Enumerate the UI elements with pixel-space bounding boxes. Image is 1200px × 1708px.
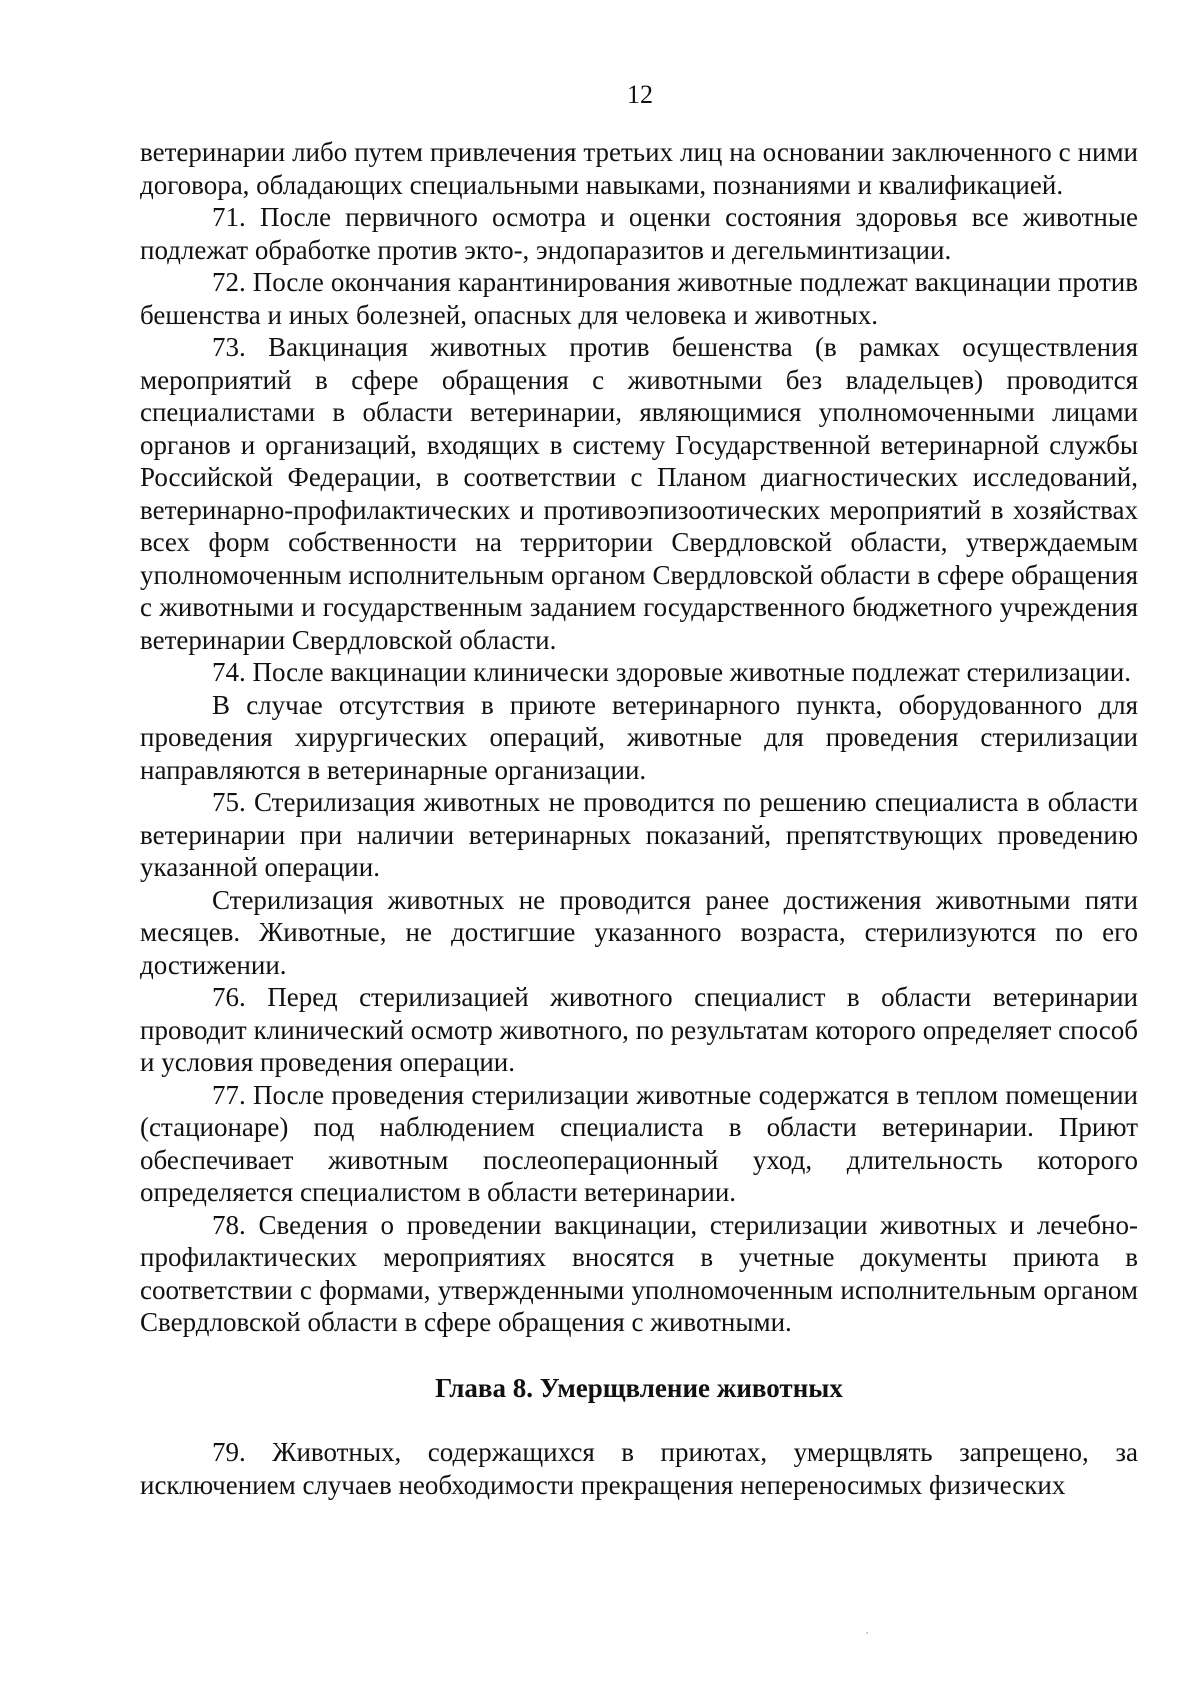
paragraph-74: 74. После вакцинации клинически здоровые животные подлежат стерилизации. bbox=[212, 657, 1131, 687]
paragraph-72: 72. После окончания карантинирования животные подлежат вакцинации против бешенства и иных болезней, опасных для человека и животных. bbox=[140, 267, 1138, 330]
paragraph-73: 73. Вакцинация животных против бешенства (в рамках осуществления мероприятий в сфере обращения с животными без владельцев) проводится специалистами в области ветеринарии, являющимися уполномоченными лицами органов и организаций, входящих в систему Государственной ветеринарной службы Российской Федерации, в соответствии с Планом диагностических исследований, ветеринарно-профилактических и противоэпизоотических мероприятий в хозяйствах всех форм собственности на территории Свердловской области, утверждаемым уполномоченным исполнительным органом Свердловской области в сфере обращения с животными и государственным заданием государственного бюджетного учреждения ветеринарии Свердловской области. bbox=[140, 332, 1138, 655]
paragraph-79: 79. Животных, содержащихся в приютах, умерщвлять запрещено, за исключением случаев необходимости прекращения непереносимых физических bbox=[140, 1437, 1138, 1500]
paragraph-continuation: ветеринарии либо путем привлечения третьих лиц на основании заключенного с ними договора, обладающих специальными навыками, познаниями и квалификацией. bbox=[140, 137, 1138, 200]
chapter-heading: Глава 8. Умерщвление животных bbox=[435, 1372, 843, 1403]
scan-speck bbox=[866, 1632, 868, 1634]
page-number: 12 bbox=[627, 80, 653, 109]
paragraph-75: 75. Стерилизация животных не проводится по решению специалиста в области ветеринарии при наличии ветеринарных показаний, препятствующих проведению указанной операции. bbox=[140, 787, 1138, 882]
paragraph-75-note: Стерилизация животных не проводится ранее достижения животными пяти месяцев. Животные, не достигшие указанного возраста, стерилизуются по его достижении. bbox=[140, 884, 1138, 980]
paragraph-71: 71. После первичного осмотра и оценки состояния здоровья все животные подлежат обработке против экто-, эндопаразитов и дегельминтизации. bbox=[140, 202, 1138, 265]
paragraph-74-note: В случае отсутствия в приюте ветеринарного пункта, оборудованного для проведения хирургических операций, животные для проведения стерилизации направляются в ветеринарные организации. bbox=[140, 689, 1138, 785]
paragraph-78: 78. Сведения о проведении вакцинации, стерилизации животных и лечебно-профилактических мероприятиях вносятся в учетные документы приюта в соответствии с формами, утвержденными уполномоченным исполнительным органом Свердловской области в сфере обращения с животными. bbox=[140, 1209, 1138, 1337]
document-body bbox=[140, 136, 1138, 1501]
paragraph-77: 77. После проведения стерилизации животные содержатся в теплом помещении (стационаре) под наблюдением специалиста в области ветеринарии. Приют обеспечивает животным послеоперационный уход, длительность которого определяется специалистом в области ветеринарии. bbox=[140, 1079, 1138, 1207]
paragraph-76: 76. Перед стерилизацией животного специалист в области ветеринарии проводит клинический осмотр животного, по результатам которого определяет способ и условия проведения операции. bbox=[140, 982, 1138, 1077]
